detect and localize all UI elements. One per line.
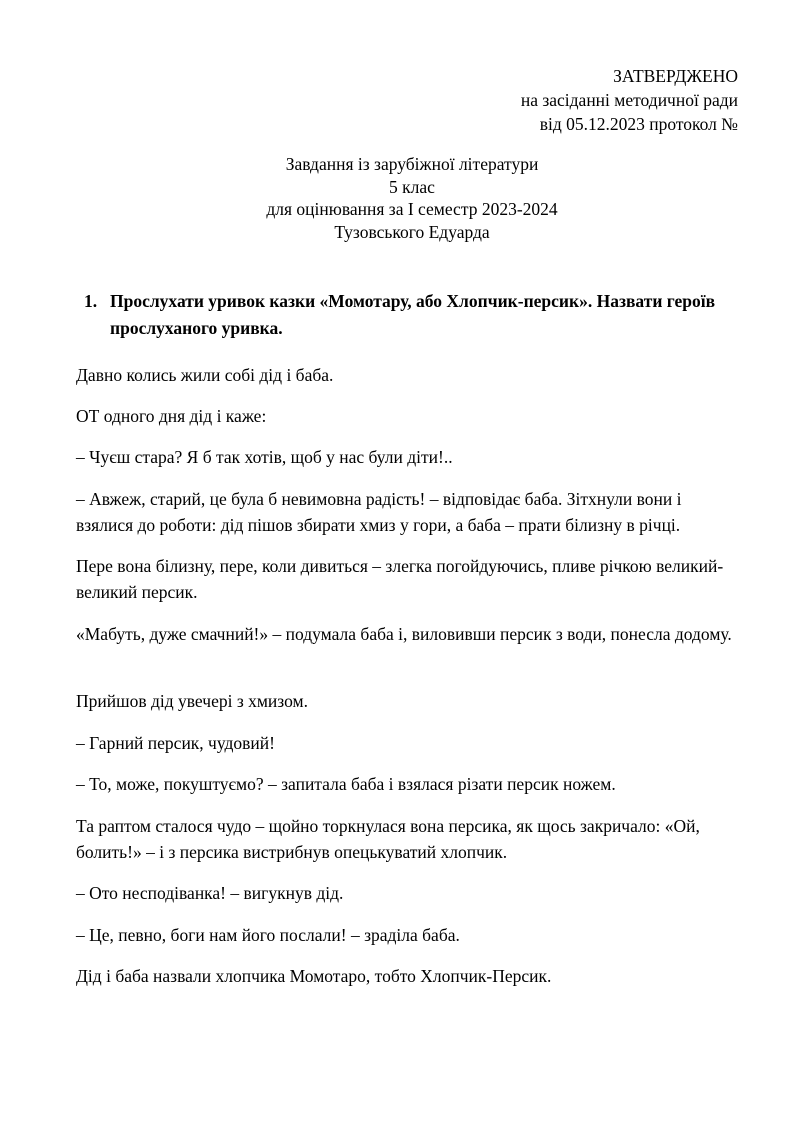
approval-title: ЗАТВЕРДЖЕНО — [613, 66, 738, 86]
story-paragraph: – Чуєш стара? Я б так хотів, щоб у нас були діти!.. — [76, 447, 453, 467]
heading-grade: 5 клас — [389, 176, 435, 197]
story-paragraph: – Авжеж, старий, це була б невимовна радість! – відповідає баба. Зітхнули вони і взялися до роботи: дід пішов збирати хмиз у гори, а баба – прати білизну в річці. — [76, 489, 682, 535]
task-number: 1. — [84, 291, 98, 311]
heading-semester: для оцінювання за І семестр 2023-2024 — [266, 199, 558, 219]
story-paragraph: Прийшов дід увечері з хмизом. — [76, 691, 308, 711]
assignment-heading — [0, 153, 794, 243]
approval-council: на засіданні методичної ради — [520, 90, 738, 110]
heading-student: Тузовського Едуарда — [334, 221, 490, 242]
story-paragraph: «Мабуть, дуже смачний!» – подумала баба і, виловивши персик з води, понесла додому. — [76, 624, 732, 644]
story-paragraph: – Ото несподіванка! – вигукнув дід. — [76, 883, 344, 903]
story-paragraph: Пере вона білизну, пере, коли дивиться – злегка погойдуючись, пливе річкою великий-великий персик. — [76, 556, 724, 602]
story-paragraph: – Гарний персик, чудовий! — [76, 733, 275, 753]
approval-protocol: від 05.12.2023 протокол № — [539, 114, 738, 134]
story-paragraph: ОТ одного дня дід і каже: — [76, 406, 267, 426]
approval-block — [521, 64, 738, 136]
story-paragraph: Дід і баба назвали хлопчика Момотаро, тобто Хлопчик-Персик. — [76, 966, 552, 986]
story-paragraph: Давно колись жили собі дід і баба. — [76, 365, 334, 385]
story-paragraph: – То, може, покуштуємо? – запитала баба і взялася різати персик ножем. — [76, 774, 616, 794]
story-paragraph: Та раптом сталося чудо – щойно торкнулася вона персика, як щось закричало: «Ой, болить!» – і з персика вистрибнув опецькуватий хлопчик. — [76, 816, 700, 862]
task-item — [84, 288, 724, 342]
heading-subject: Завдання із зарубіжної літератури — [285, 154, 539, 174]
story-paragraph: – Це, певно, боги нам його послали! – зраділа баба. — [76, 925, 460, 945]
task-text: Прослухати уривок казки «Момотару, або Хлопчик-персик». Назвати героїв прослуханого уривка. — [110, 291, 716, 338]
